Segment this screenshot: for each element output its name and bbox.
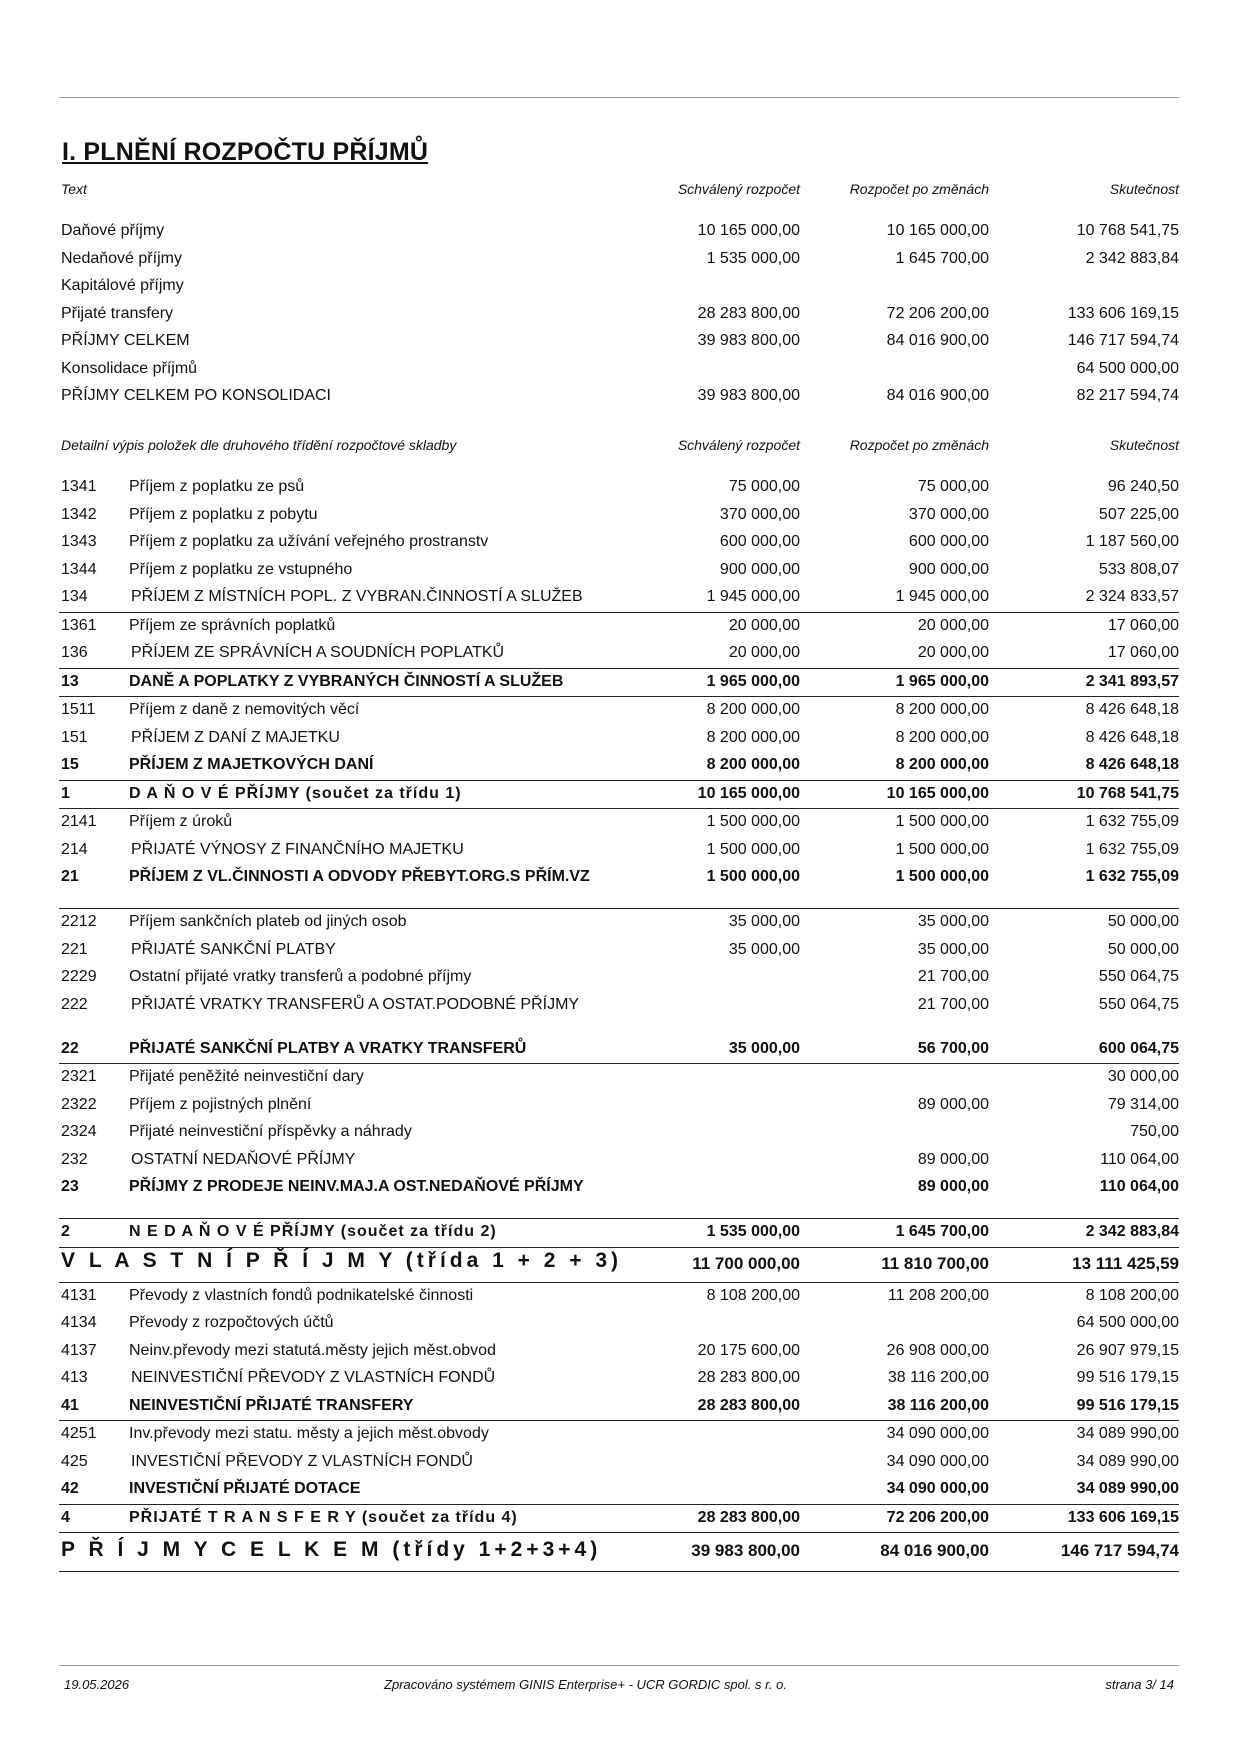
item-actual: 550 064,75 — [1098, 995, 1179, 1013]
item-code: 2 — [61, 1223, 70, 1240]
summary-actual: 10 768 541,75 — [1076, 222, 1179, 239]
item-approved: 35 000,00 — [728, 940, 800, 958]
table-row — [59, 1092, 1179, 1120]
item-actual: 13 111 425,59 — [1072, 1253, 1179, 1273]
item-revised: 21 700,00 — [917, 995, 989, 1013]
summary-revised: 84 016 900,00 — [886, 387, 989, 404]
table-row — [59, 669, 1179, 698]
item-code: 134 — [61, 588, 88, 605]
item-actual: 10 768 541,75 — [1076, 784, 1179, 802]
item-actual: 1 632 755,09 — [1085, 813, 1179, 830]
own-revenue-total-row — [59, 1248, 1179, 1283]
summary-row — [59, 302, 1179, 330]
item-approved: 20 000,00 — [728, 644, 800, 661]
item-approved: 1 500 000,00 — [706, 840, 800, 858]
item-code: 13 — [61, 672, 79, 690]
item-actual: 34 089 990,00 — [1076, 1480, 1179, 1497]
table-row — [59, 752, 1179, 781]
item-label: Příjem z pojistných plnění — [129, 1095, 312, 1113]
table-row — [59, 909, 1179, 937]
col-text-header: Text — [61, 181, 87, 197]
item-revised: 11 810 700,00 — [881, 1253, 989, 1273]
item-label: Inv.převody mezi statu. městy a jejich měst.obvody — [129, 1425, 489, 1442]
detail-actual-header: Skutečnost — [1109, 437, 1179, 453]
item-label: Příjem z daně z nemovitých věcí — [129, 701, 360, 718]
item-revised: 20 000,00 — [917, 644, 989, 661]
item-code: 4137 — [61, 1341, 97, 1359]
item-code: 1343 — [61, 533, 97, 550]
item-actual: 1 632 755,09 — [1085, 868, 1179, 885]
item-approved: 28 283 800,00 — [697, 1396, 800, 1414]
summary-approved: 28 283 800,00 — [697, 304, 800, 322]
item-code: 1344 — [61, 560, 97, 578]
summary-row — [59, 357, 1179, 385]
item-code: 2212 — [61, 913, 97, 930]
item-actual: 133 606 169,15 — [1067, 1508, 1179, 1526]
footer-rule — [59, 1665, 1179, 1666]
item-revised: 10 165 000,00 — [886, 784, 989, 802]
table-row — [59, 1310, 1179, 1338]
table-row — [59, 809, 1179, 837]
item-code: 2322 — [61, 1095, 97, 1113]
item-revised: 89 000,00 — [917, 1095, 989, 1113]
item-revised: 11 208 200,00 — [887, 1286, 989, 1304]
summary-revised: 10 165 000,00 — [886, 222, 989, 239]
summary-label: Konsolidace příjmů — [61, 359, 198, 377]
table-row — [59, 557, 1179, 585]
item-actual: 8 426 648,18 — [1085, 756, 1179, 773]
item-approved: 8 200 000,00 — [706, 701, 800, 718]
item-revised: 20 000,00 — [917, 616, 989, 634]
item-revised: 34 090 000,00 — [886, 1425, 989, 1442]
item-approved: 8 200 000,00 — [706, 756, 800, 773]
item-actual: 30 000,00 — [1107, 1068, 1179, 1085]
item-approved: 20 175 600,00 — [697, 1341, 800, 1359]
item-revised: 75 000,00 — [917, 478, 989, 495]
summary-label: Nedaňové příjmy — [61, 249, 182, 267]
item-approved: 900 000,00 — [719, 560, 800, 578]
item-actual: 8 426 648,18 — [1085, 701, 1179, 718]
table-row — [59, 1365, 1179, 1393]
item-actual: 550 064,75 — [1098, 968, 1179, 985]
item-label: INVESTIČNÍ PŘIJATÉ DOTACE — [129, 1480, 361, 1497]
item-approved: 1 500 000,00 — [706, 868, 800, 885]
item-actual: 50 000,00 — [1107, 913, 1179, 930]
item-code: 214 — [61, 840, 88, 858]
summary-revised: 72 206 200,00 — [886, 304, 989, 322]
item-approved: 1 535 000,00 — [706, 1223, 800, 1240]
item-actual: 99 516 179,15 — [1076, 1396, 1179, 1414]
item-label: Příjem z úroků — [129, 813, 233, 830]
item-label: V L A S T N Í P Ř Í J M Y (třída 1 + 2 + 3) — [61, 1248, 623, 1272]
item-revised: 72 206 200,00 — [886, 1508, 989, 1526]
table-row — [59, 964, 1179, 992]
summary-revised: 1 645 700,00 — [895, 249, 989, 267]
item-label: Ostatní přijaté vratky transferů a podobné příjmy — [129, 968, 472, 985]
item-revised: 89 000,00 — [917, 1178, 989, 1195]
item-approved: 8 108 200,00 — [706, 1286, 800, 1304]
item-label: D A Ň O V É PŘÍJMY (součet za třídu 1) — [129, 784, 462, 802]
table-row — [59, 613, 1179, 641]
item-approved: 35 000,00 — [728, 913, 800, 930]
item-code: 1342 — [61, 505, 97, 523]
item-code: 2324 — [61, 1123, 97, 1140]
table-row — [59, 1338, 1179, 1366]
table-row — [59, 1505, 1179, 1534]
item-revised: 21 700,00 — [917, 968, 989, 985]
item-label: Přijaté peněžité neinvestiční dary — [129, 1068, 364, 1085]
item-approved: 370 000,00 — [719, 505, 800, 523]
table-row — [59, 1036, 1179, 1065]
item-revised: 1 645 700,00 — [895, 1223, 989, 1240]
summary-label: Kapitálové příjmy — [61, 277, 184, 294]
item-revised: 1 500 000,00 — [895, 840, 989, 858]
summary-actual: 2 342 883,84 — [1085, 249, 1179, 267]
summary-label: Přijaté transfery — [61, 304, 174, 322]
item-label: PŘIJATÉ VÝNOSY Z FINANČNÍHO MAJETKU — [131, 840, 464, 858]
item-revised: 35 000,00 — [917, 913, 989, 930]
item-revised: 8 200 000,00 — [895, 756, 989, 773]
item-actual: 533 808,07 — [1098, 560, 1179, 578]
summary-approved: 10 165 000,00 — [697, 222, 800, 239]
item-label: PŘÍJMY Z PRODEJE NEINV.MAJ.A OST.NEDAŇOVÉ PŘÍJMY — [129, 1178, 584, 1195]
summary-label: Daňové příjmy — [61, 222, 165, 239]
item-code: 222 — [61, 995, 88, 1013]
item-label: Příjem z poplatku z pobytu — [129, 505, 318, 523]
item-revised: 84 016 900,00 — [880, 1541, 989, 1560]
detail-revised-header: Rozpočet po změnách — [849, 437, 989, 453]
item-revised: 38 116 200,00 — [887, 1396, 989, 1414]
item-approved: 20 000,00 — [728, 616, 800, 634]
item-actual: 146 717 594,74 — [1060, 1541, 1179, 1560]
item-code: 2141 — [61, 813, 97, 830]
table-row — [59, 697, 1179, 725]
footer-system: Zpracováno systémem GINIS Enterprise+ - UCR GORDIC spol. s r. o. — [384, 1677, 787, 1692]
table-row — [59, 474, 1179, 502]
item-revised: 35 000,00 — [917, 940, 989, 958]
item-label: Příjem sankčních plateb od jiných osob — [129, 913, 407, 930]
item-code: 4251 — [61, 1425, 97, 1442]
top-rule — [59, 97, 1179, 98]
item-code: 41 — [61, 1396, 79, 1414]
item-actual: 99 516 179,15 — [1076, 1369, 1179, 1386]
item-code: 425 — [61, 1452, 88, 1470]
item-actual: 34 089 990,00 — [1076, 1425, 1179, 1442]
item-label: PŘÍJEM Z MÍSTNÍCH POPL. Z VYBRAN.ČINNOSTÍ A SLUŽEB — [131, 588, 583, 605]
item-actual: 1 632 755,09 — [1085, 840, 1179, 858]
summary-approved: 1 535 000,00 — [706, 249, 800, 267]
table-row — [59, 529, 1179, 557]
item-label: Neinv.převody mezi statutá.městy jejich měst.obvod — [129, 1341, 496, 1359]
item-actual: 8 108 200,00 — [1085, 1286, 1179, 1304]
summary-row — [59, 247, 1179, 275]
item-revised: 1 500 000,00 — [895, 868, 989, 885]
detail-text-header: Detailní výpis položek dle druhového třídění rozpočtové skladby — [61, 437, 457, 453]
item-actual: 2 324 833,57 — [1085, 588, 1179, 605]
item-label: PŘÍJEM ZE SPRÁVNÍCH A SOUDNÍCH POPLATKŮ — [131, 644, 505, 661]
item-revised: 89 000,00 — [917, 1150, 989, 1168]
item-label: OSTATNÍ NEDAŇOVÉ PŘÍJMY — [131, 1150, 356, 1168]
item-label: Příjem z poplatku za užívání veřejného prostranstv — [129, 533, 489, 550]
page-title: I. PLNĚNÍ ROZPOČTU PŘÍJMŮ — [62, 138, 429, 166]
item-label: Příjem z poplatku ze vstupného — [129, 560, 353, 578]
item-label: PŘIJATÉ SANKČNÍ PLATBY A VRATKY TRANSFERŮ — [129, 1039, 527, 1057]
table-row — [59, 640, 1179, 669]
summary-actual: 64 500 000,00 — [1076, 359, 1179, 377]
table-row — [59, 781, 1179, 810]
table-row — [59, 837, 1179, 865]
item-code: 21 — [61, 868, 79, 885]
summary-actual: 146 717 594,74 — [1067, 332, 1179, 349]
item-label: INVESTIČNÍ PŘEVODY Z VLASTNÍCH FONDŮ — [131, 1452, 473, 1470]
item-code: 15 — [61, 756, 79, 773]
item-label: Příjem ze správních poplatků — [129, 616, 336, 634]
col-revised-header: Rozpočet po změnách — [849, 181, 989, 197]
table-row — [59, 1147, 1179, 1175]
item-actual: 17 060,00 — [1107, 644, 1179, 661]
item-label: NEINVESTIČNÍ PŘIJATÉ TRANSFERY — [129, 1396, 414, 1414]
item-actual: 34 089 990,00 — [1076, 1452, 1179, 1470]
table-row — [59, 1393, 1179, 1422]
item-revised: 34 090 000,00 — [886, 1480, 989, 1497]
item-code: 42 — [61, 1480, 79, 1497]
item-approved: 10 165 000,00 — [697, 784, 800, 802]
item-approved: 1 500 000,00 — [706, 813, 800, 830]
item-approved: 1 965 000,00 — [706, 672, 800, 690]
summary-approved: 39 983 800,00 — [697, 332, 800, 349]
summary-header — [59, 181, 1179, 203]
item-code: 221 — [61, 940, 88, 958]
summary-actual: 133 606 169,15 — [1067, 304, 1179, 322]
detail-approved-header: Schválený rozpočet — [677, 437, 800, 453]
item-label: P Ř Í J M Y C E L K E M (třídy 1+2+3+4) — [61, 1538, 602, 1561]
item-label: NEINVESTIČNÍ PŘEVODY Z VLASTNÍCH FONDŮ — [131, 1369, 496, 1386]
item-revised: 1 945 000,00 — [895, 588, 989, 605]
table-row — [59, 864, 1179, 909]
table-row — [59, 502, 1179, 530]
item-code: 151 — [61, 728, 88, 746]
table-row — [59, 937, 1179, 965]
item-revised: 38 116 200,00 — [887, 1369, 989, 1386]
item-revised: 370 000,00 — [908, 505, 989, 523]
item-code: 4131 — [61, 1286, 97, 1304]
table-row — [59, 584, 1179, 613]
item-revised: 8 200 000,00 — [895, 728, 989, 746]
item-approved: 1 945 000,00 — [706, 588, 800, 605]
item-revised: 56 700,00 — [917, 1039, 989, 1057]
item-revised: 1 965 000,00 — [895, 672, 989, 690]
footer-date: 19.05.2026 — [64, 1677, 130, 1692]
item-actual: 2 342 883,84 — [1085, 1223, 1179, 1240]
item-approved: 8 200 000,00 — [706, 728, 800, 746]
item-revised: 34 090 000,00 — [886, 1452, 989, 1470]
item-label: Přijaté neinvestiční příspěvky a náhrady — [129, 1123, 412, 1140]
item-label: PŘIJATÉ VRATKY TRANSFERŮ A OSTAT.PODOBNÉ PŘÍJMY — [131, 995, 580, 1013]
item-label: PŘÍJEM Z VL.ČINNOSTI A ODVODY PŘEBYT.ORG.S PŘÍM.VZ — [129, 868, 590, 885]
item-actual: 50 000,00 — [1107, 940, 1179, 958]
item-code: 413 — [61, 1369, 88, 1386]
item-approved: 600 000,00 — [719, 533, 800, 550]
item-actual: 2 341 893,57 — [1085, 672, 1179, 690]
item-approved: 11 700 000,00 — [692, 1253, 800, 1273]
item-code: 4 — [61, 1508, 70, 1526]
summary-label: PŘÍJMY CELKEM — [61, 332, 190, 349]
item-code: 4134 — [61, 1314, 97, 1331]
item-revised: 900 000,00 — [908, 560, 989, 578]
item-actual: 1 187 560,00 — [1085, 533, 1179, 550]
table-row — [59, 1119, 1179, 1147]
item-actual: 110 064,00 — [1100, 1150, 1179, 1168]
item-label: PŘIJATÉ T R A N S F E R Y (součet za třídu 4) — [129, 1508, 518, 1526]
item-actual: 26 907 979,15 — [1076, 1341, 1179, 1359]
item-actual: 600 064,75 — [1098, 1039, 1179, 1057]
table-row — [59, 992, 1179, 1036]
grand-total-row — [59, 1533, 1179, 1572]
item-code: 2321 — [61, 1068, 97, 1085]
item-label: Příjem z poplatku ze psů — [129, 478, 305, 495]
summary-label: PŘÍJMY CELKEM PO KONSOLIDACI — [61, 387, 331, 404]
item-code: 1 — [61, 784, 70, 802]
table-row — [59, 1449, 1179, 1477]
summary-actual: 82 217 594,74 — [1076, 387, 1179, 404]
item-code: 2229 — [61, 968, 97, 985]
item-code: 1361 — [61, 616, 97, 634]
item-approved: 28 283 800,00 — [697, 1508, 800, 1526]
summary-row — [59, 384, 1179, 412]
item-actual: 79 314,00 — [1107, 1095, 1179, 1113]
item-code: 1341 — [61, 478, 97, 495]
item-label: Převody z vlastních fondů podnikatelské činnosti — [129, 1286, 474, 1304]
table-row — [59, 725, 1179, 753]
item-label: PŘÍJEM Z DANÍ Z MAJETKU — [131, 728, 340, 746]
summary-row — [59, 329, 1179, 357]
table-row — [59, 1476, 1179, 1505]
item-actual: 64 500 000,00 — [1076, 1314, 1179, 1331]
item-code: 1511 — [61, 701, 96, 718]
item-actual: 750,00 — [1130, 1123, 1179, 1140]
item-revised: 1 500 000,00 — [895, 813, 989, 830]
summary-row — [59, 219, 1179, 247]
summary-row — [59, 274, 1179, 302]
table-row — [59, 1174, 1179, 1219]
item-approved: 35 000,00 — [728, 1039, 800, 1057]
item-code: 232 — [61, 1150, 88, 1168]
table-row — [59, 1064, 1179, 1092]
item-label: PŘÍJEM Z MAJETKOVÝCH DANÍ — [129, 756, 374, 773]
item-label: Převody z rozpočtových účtů — [129, 1314, 334, 1331]
footer-page-number: strana 3/ 14 — [1105, 1677, 1174, 1692]
item-actual: 507 225,00 — [1098, 505, 1179, 523]
item-revised: 8 200 000,00 — [895, 701, 989, 718]
table-row — [59, 1421, 1179, 1449]
summary-approved: 39 983 800,00 — [697, 387, 800, 404]
item-actual: 110 064,00 — [1099, 1178, 1179, 1195]
col-actual-header: Skutečnost — [1109, 181, 1179, 197]
item-label: DANĚ A POPLATKY Z VYBRANÝCH ČINNOSTÍ A SLUŽEB — [129, 672, 564, 690]
detail-table — [59, 474, 1179, 1572]
item-label: N E D A Ň O V É PŘÍJMY (součet za třídu 2) — [129, 1223, 497, 1240]
item-revised: 26 908 000,00 — [886, 1341, 989, 1359]
table-row — [59, 1283, 1179, 1311]
item-code: 136 — [61, 644, 88, 661]
item-actual: 8 426 648,18 — [1085, 728, 1179, 746]
item-approved: 39 983 800,00 — [691, 1541, 800, 1560]
summary-revised: 84 016 900,00 — [886, 332, 989, 349]
item-label: PŘIJATÉ SANKČNÍ PLATBY — [131, 940, 336, 958]
detail-header — [59, 437, 1179, 459]
table-row — [59, 1219, 1179, 1248]
item-actual: 96 240,50 — [1107, 478, 1179, 495]
item-approved: 28 283 800,00 — [697, 1369, 800, 1386]
col-approved-header: Schválený rozpočet — [677, 181, 800, 197]
item-code: 22 — [61, 1039, 79, 1057]
item-approved: 75 000,00 — [728, 478, 800, 495]
summary-table — [59, 219, 1179, 412]
item-actual: 17 060,00 — [1107, 616, 1179, 634]
item-revised: 600 000,00 — [908, 533, 989, 550]
item-code: 23 — [61, 1178, 79, 1195]
